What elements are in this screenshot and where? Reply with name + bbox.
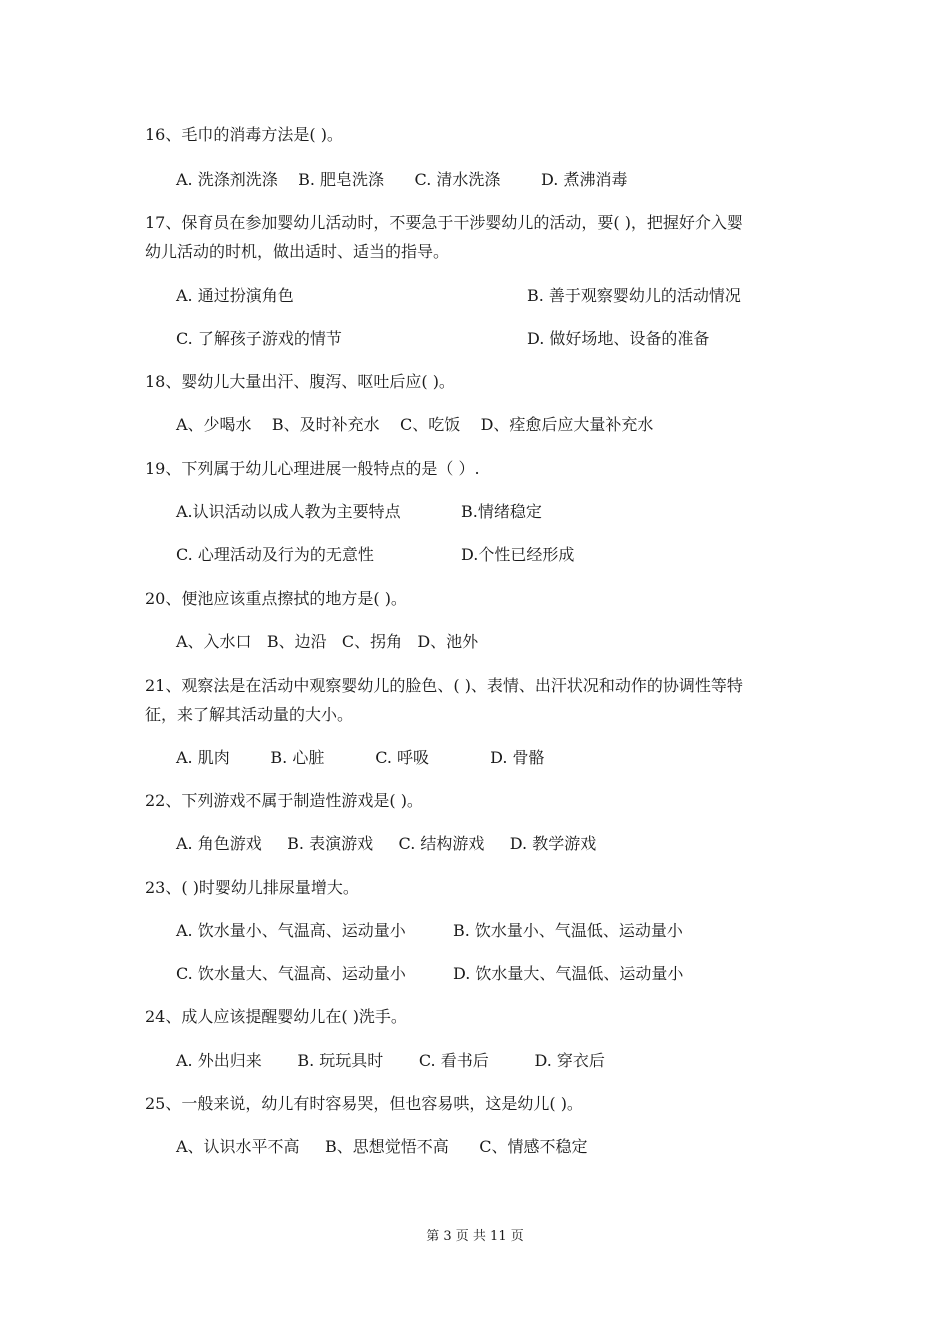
question-17-stem-line2: 幼儿活动的时机，做出适时、适当的指导。	[145, 242, 450, 261]
question-17-stem-line1: 17、保育员在参加婴幼儿活动时，不要急于干涉婴幼儿的活动，要( )，把握好介入婴	[145, 213, 743, 232]
question-19-option-b: B.情绪稳定	[461, 502, 542, 521]
question-24-options: A. 外出归来 B. 玩玩具时 C. 看书后 D. 穿衣后	[176, 1051, 605, 1070]
question-19-option-d: D.个性已经形成	[461, 545, 575, 564]
question-22-stem: 22、下列游戏不属于制造性游戏是( )。	[145, 791, 423, 810]
question-17-option-d: D. 做好场地、设备的准备	[527, 329, 710, 348]
question-21-stem-line1: 21、观察法是在活动中观察婴幼儿的脸色、( )、表情、出汗状况和动作的协调性等特	[145, 676, 743, 695]
question-19-option-c: C. 心理活动及行为的无意性	[176, 545, 374, 564]
question-20-options: A、入水口 B、边沿 C、拐角 D、池外	[176, 632, 479, 651]
question-17-option-c: C. 了解孩子游戏的情节	[176, 329, 342, 348]
question-22-options: A. 角色游戏 B. 表演游戏 C. 结构游戏 D. 教学游戏	[176, 834, 597, 853]
question-20-stem: 20、便池应该重点擦拭的地方是( )。	[145, 589, 407, 608]
page-number-footer: 第 3 页 共 11 页	[426, 1229, 524, 1244]
question-24-stem: 24、成人应该提醒婴幼儿在( )洗手。	[145, 1007, 407, 1026]
question-17-option-b: B. 善于观察婴幼儿的活动情况	[527, 286, 741, 305]
question-23-stem: 23、( )时婴幼儿排尿量增大。	[145, 878, 359, 897]
question-16-options: A. 洗涤剂洗涤 B. 肥皂洗涤 C. 清水洗涤 D. 煮沸消毒	[176, 170, 628, 189]
question-16-stem: 16、毛巾的消毒方法是( )。	[145, 125, 343, 144]
question-19-option-a: A.认识活动以成人教为主要特点	[176, 502, 401, 521]
question-17-option-a: A. 通过扮演角色	[176, 286, 294, 305]
question-23-option-d: D. 饮水量大、气温低、运动量小	[453, 964, 684, 983]
question-25-stem: 25、一般来说，幼儿有时容易哭，但也容易哄，这是幼儿( )。	[145, 1094, 583, 1113]
question-25-options: A、认识水平不高 B、思想觉悟不高 C、情感不稳定	[176, 1137, 588, 1156]
question-23-option-a: A. 饮水量小、气温高、运动量小	[176, 921, 406, 940]
question-21-options: A. 肌肉 B. 心脏 C. 呼吸 D. 骨骼	[176, 748, 545, 767]
question-19-stem: 19、下列属于幼儿心理进展一般特点的是（ ）.	[145, 459, 480, 478]
question-18-stem: 18、婴幼儿大量出汗、腹泻、呕吐后应( )。	[145, 372, 455, 391]
question-23-option-b: B. 饮水量小、气温低、运动量小	[453, 921, 683, 940]
question-21-stem-line2: 征，来了解其活动量的大小。	[145, 705, 354, 724]
question-18-options: A、少喝水 B、及时补充水 C、吃饭 D、痊愈后应大量补充水	[176, 415, 654, 434]
question-23-option-c: C. 饮水量大、气温高、运动量小	[176, 964, 406, 983]
